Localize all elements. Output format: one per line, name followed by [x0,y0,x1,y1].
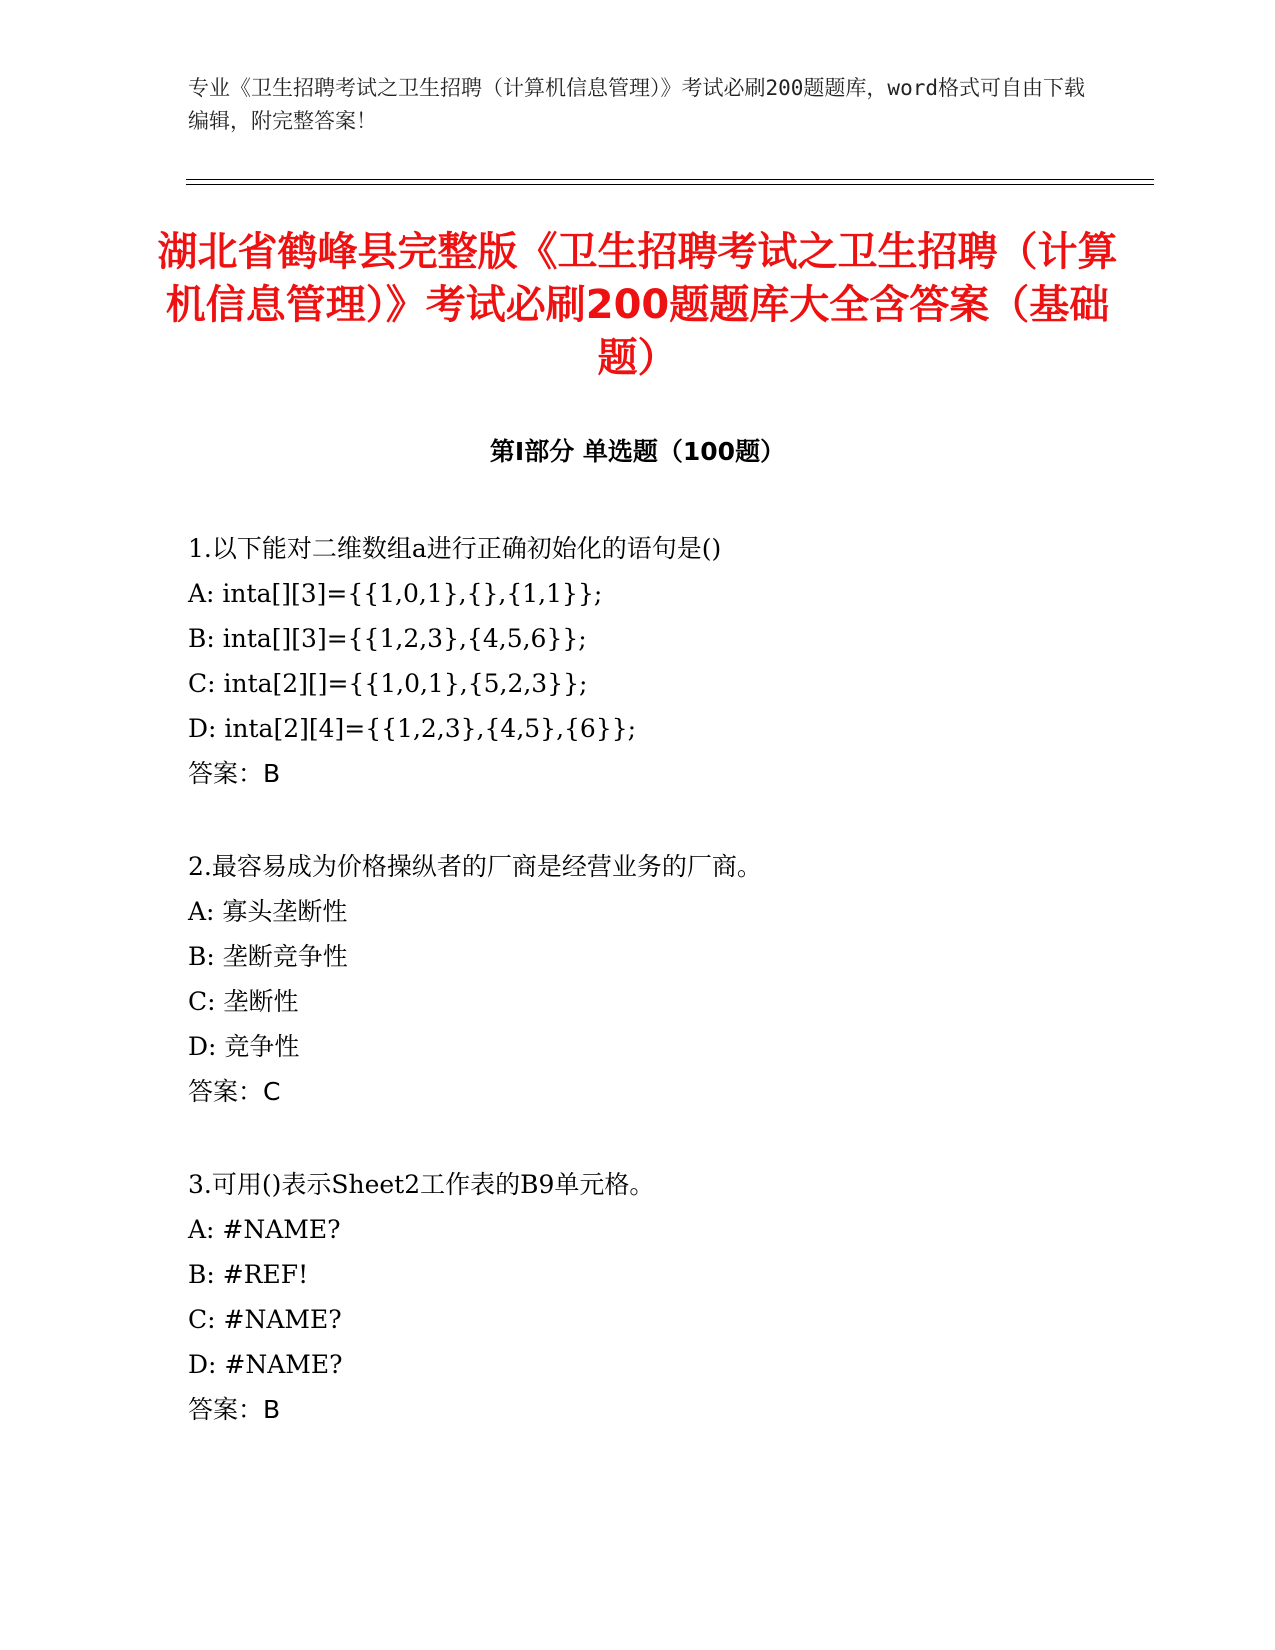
option-c: C: inta[2][]={{1,0,1},{5,2,3}}; [188,669,588,698]
question-block [188,844,1138,1114]
question-block [188,1162,1138,1432]
question-stem: 2.最容易成为价格操纵者的厂商是经营业务的厂商。 [188,852,762,881]
section-heading: 第Ⅰ部分 单选题（100题） [489,437,786,466]
option-c: C: 垄断性 [188,987,299,1016]
answer-line: 答案：C [188,1077,281,1106]
option-d: D: inta[2][4]={{1,2,3},{4,5},{6}}; [188,714,637,743]
question-stem: 3.可用()表示Sheet2工作表的B9单元格。 [188,1170,655,1199]
option-d: D: 竞争性 [188,1032,300,1061]
option-b: B: inta[][3]={{1,2,3},{4,5,6}}; [188,624,587,653]
option-b: B: #REF! [188,1260,309,1289]
header-note: 专业《卫生招聘考试之卫生招聘（计算机信息管理）》考试必刷200题题库，word格式可自由下载编辑，附完整答案！ [188,76,1085,133]
option-a: A: inta[][3]={{1,0,1},{},{1,1}}; [188,579,603,608]
option-b: B: 垄断竞争性 [188,942,348,971]
option-a: A: 寡头垄断性 [188,897,348,926]
document-title: 湖北省鹤峰县完整版《卫生招聘考试之卫生招聘（计算机信息管理）》考试必刷200题题库大全含答案（基础题） [157,229,1118,381]
header-divider-top [186,179,1154,180]
question-stem: 1.以下能对二维数组a进行正确初始化的语句是() [188,534,722,563]
question-block [188,526,1138,796]
option-c: C: #NAME? [188,1305,342,1334]
option-a: A: #NAME? [188,1215,341,1244]
header-divider-bottom [186,184,1154,185]
answer-line: 答案：B [188,759,281,788]
option-d: D: #NAME? [188,1350,343,1379]
answer-line: 答案：B [188,1395,281,1424]
